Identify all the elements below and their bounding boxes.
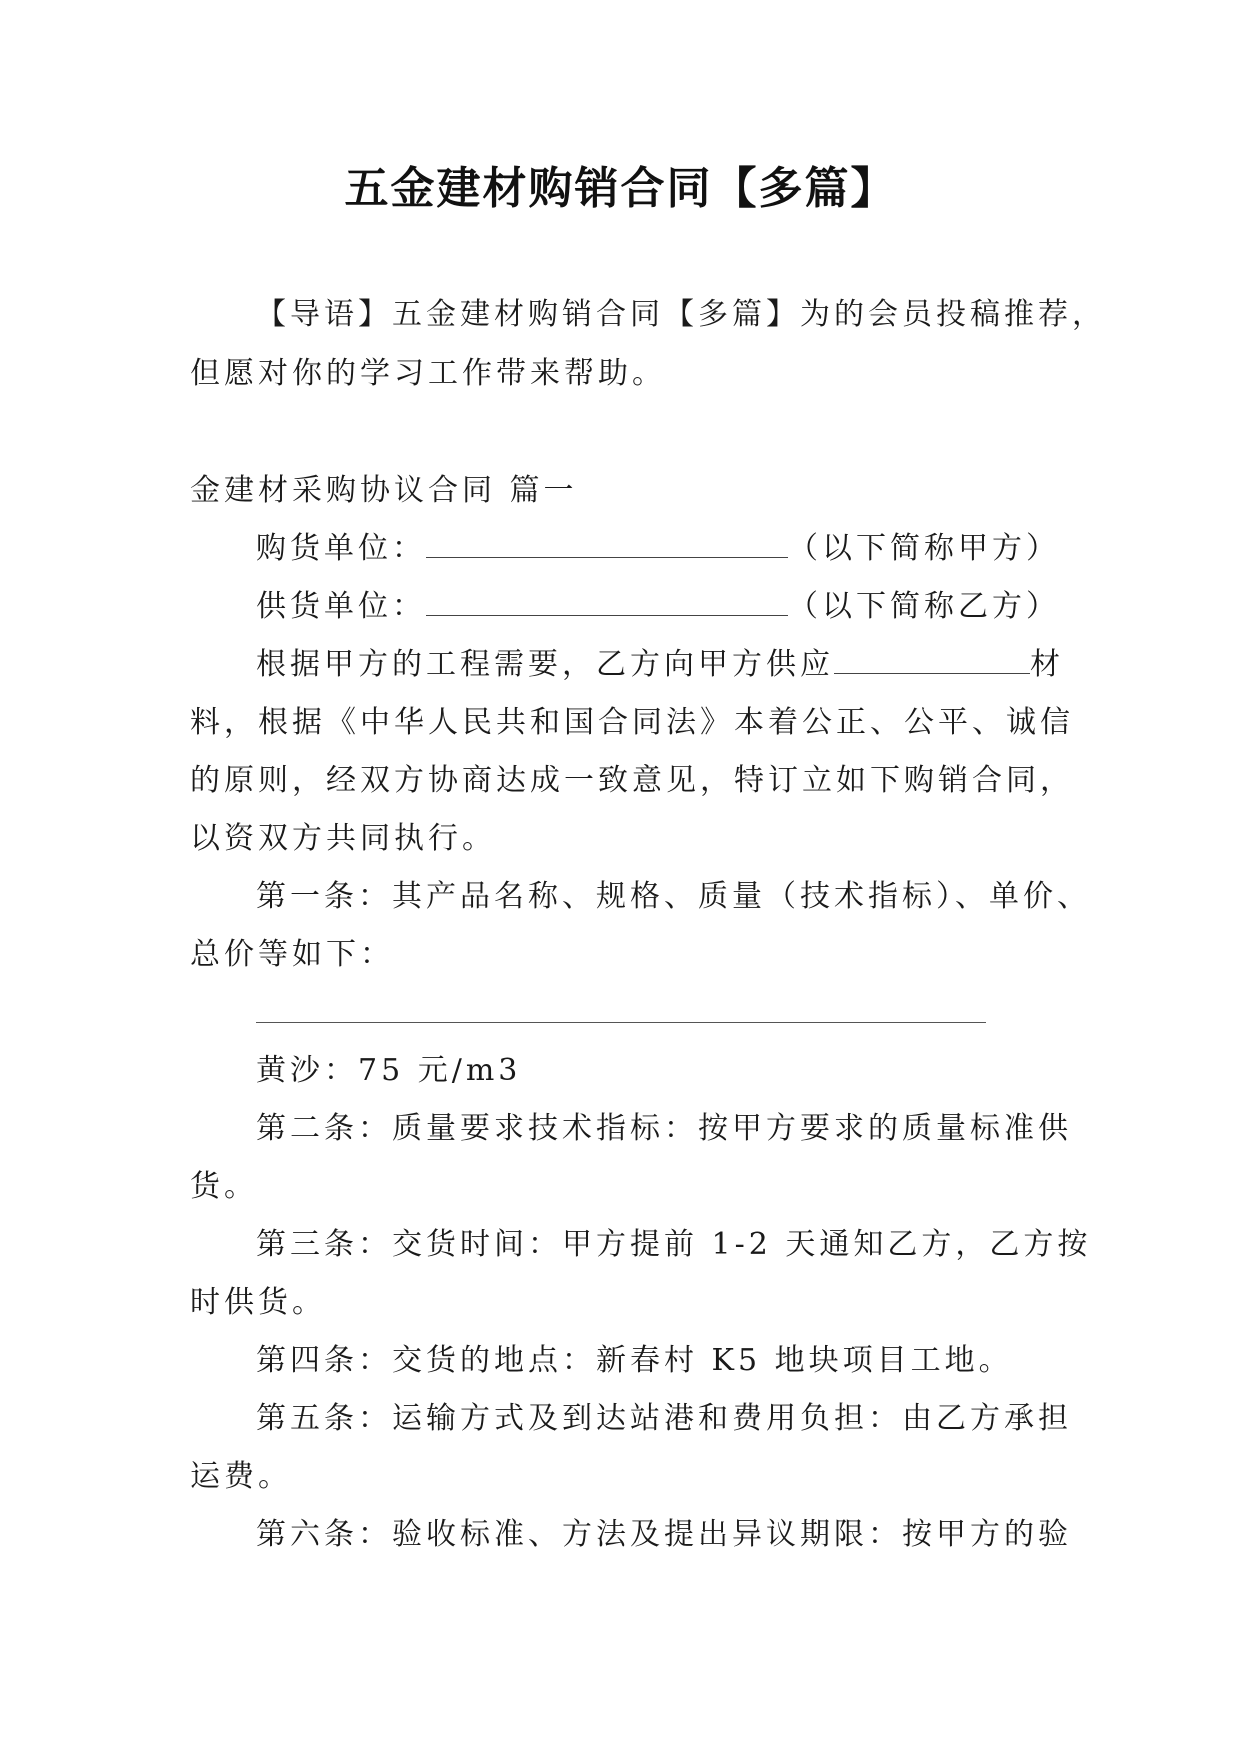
para1-line-1-start: 根据甲方的工程需要，乙方向甲方供应 [256,647,834,682]
article1-line-2: 总价等如下： [190,937,394,972]
article1-line-1: 第一条：其产品名称、规格、质量（技术指标）、单价、 [256,879,1091,914]
para1-line-1-end: 材 [1030,647,1064,682]
table-separator-line [256,1022,986,1023]
article3-line-1: 第三条：交货时间：甲方提前 1-2 天通知乙方，乙方按 [256,1227,1092,1262]
intro-line-2: 但愿对你的学习工作带来帮助。 [190,356,666,391]
document-title: 五金建材购销合同【多篇】 [344,163,897,214]
para1-line-2: 料，根据《中华人民共和国合同法》本着公正、公平、诚信 [190,705,1074,740]
buyer-label: 购货单位： [256,531,426,566]
buyer-suffix: （以下简称甲方） [788,531,1060,566]
supplier-suffix: （以下简称乙方） [788,589,1060,624]
article4: 第四条：交货的地点：新春村 K5 地块项目工地。 [256,1343,1013,1378]
supplier-blank-line [426,589,788,616]
article2-line-1: 第二条：质量要求技术指标：按甲方要求的质量标准供 [256,1111,1072,1146]
supplier-row [256,587,1060,627]
sand-price: 黄沙：75 元/m3 [256,1053,522,1088]
article3-line-2: 时供货。 [190,1285,326,1320]
supplier-label: 供货单位： [256,589,426,624]
para1-line-3: 的原则，经双方协商达成一致意见，特订立如下购销合同， [190,763,1074,798]
material-blank-line [834,647,1030,674]
section-heading: 金建材采购协议合同 篇一 [190,473,578,508]
article2-line-2: 货。 [190,1169,258,1204]
article5-line-2: 运费。 [190,1459,292,1494]
buyer-blank-line [426,531,788,558]
buyer-row [256,529,1060,569]
para1-line-1 [256,645,1064,685]
intro-line-1: 【导语】五金建材购销合同【多篇】为的会员投稿推荐， [256,297,1106,332]
para1-line-4: 以资双方共同执行。 [190,821,496,856]
article6-line-1: 第六条：验收标准、方法及提出异议期限：按甲方的验 [256,1517,1072,1552]
article5-line-1: 第五条：运输方式及到达站港和费用负担：由乙方承担 [256,1401,1072,1436]
